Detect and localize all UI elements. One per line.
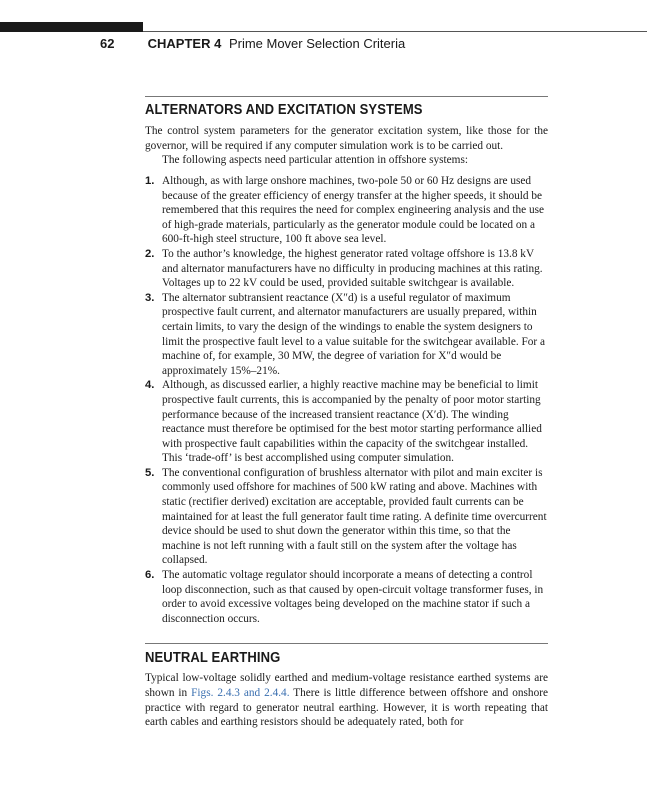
chapter-title: Prime Mover Selection Criteria — [228, 36, 406, 51]
list-item — [145, 174, 548, 247]
figure-reference-link[interactable]: Figs. 2.4.3 and 2.4.4. — [191, 686, 290, 699]
list-item — [145, 291, 548, 379]
earthing-paragraph — [145, 671, 548, 730]
item-number: 6. — [145, 569, 155, 582]
list-item — [145, 247, 548, 291]
section-heading-neutral-earthing: NEUTRAL EARTHING — [145, 650, 281, 666]
item-text: The conventional configuration of brushless alternator with pilot and main exciter is commonly used offshore for machines of 500 kW rating and above. Machines with static (rectifier derived) excitation are acceptable, provided fault currents can be maintained for at least the full generator fault time rating. A definite time overcurrent device should be used to shut down the generator within this time, so that the machine is not left running with a fault still on the system after the voltage has collapsed. — [162, 466, 547, 567]
section-rule-2 — [145, 643, 548, 644]
lead-paragraph: The following aspects need particular attention in offshore systems: — [162, 154, 468, 166]
section-rule-1 — [145, 96, 548, 97]
item-number: 2. — [145, 247, 155, 260]
header-rule — [143, 31, 647, 32]
item-text: Although, as discussed earlier, a highly reactive machine may be beneficial to limit prospective fault currents, this is accompanied by the penalty of poor motor starting performance because of the increased transient reactance (X′d). The winding reactance must therefore be optimised for the best motor starting performance allied with prospective fault capabilities within the capacity of the switchgear installed. This ‘trade-off’ is best accomplished using computer simulation. — [162, 379, 542, 465]
chapter-label: CHAPTER 4 — [147, 36, 222, 51]
list-item — [145, 568, 548, 626]
item-number: 3. — [145, 291, 155, 304]
item-number: 1. — [145, 175, 155, 187]
item-text: To the author’s knowledge, the highest generator rated voltage offshore is 13.8 kV and alternator manufacturers have no difficulty in producing machines at this rating. Voltages up to 22 kV could be used, provided suitable switchgear is available. — [162, 247, 543, 290]
aspects-list — [145, 174, 548, 626]
list-item — [145, 378, 548, 466]
item-text: The alternator subtransient reactance (X″d) is a useful regulator of maximum prospective fault current, and alternator manufacturers are usually prepared, within certain limits, to vary the design of the windings to enable the system designers to limit the prospective fault level to a value suitable for the switchgear available. For a machine of, for example, 30 MW, the degree of variation for X″d would be approximately 15%–21%. — [162, 291, 546, 377]
running-header — [100, 36, 405, 51]
page-number: 62 — [100, 36, 115, 51]
header-bar — [0, 22, 143, 32]
intro-paragraph: The control system parameters for the generator excitation system, like those for the governor, will be required if any computer simulation work is to be carried out. — [145, 125, 548, 152]
item-number: 5. — [145, 466, 155, 479]
item-text: Although, as with large onshore machines, two-pole 50 or 60 Hz designs are used because of the greater efficiency of energy transfer at the higher speeds, it should be remembered that this requires the need for complex engineering analysis and the use of high-grade materials, particularly as the generator module could be located on a 600-ft-high steel structure, 100 ft above sea level. — [162, 175, 545, 246]
section-heading-alternators: ALTERNATORS AND EXCITATION SYSTEMS — [145, 102, 423, 118]
item-number: 4. — [145, 379, 155, 392]
earthing-text-start: Typical low-voltage solidly earthed and medium-voltage resistance earthed systems are shown in — [145, 672, 548, 699]
earthing-text-end: There is little difference between offshore and onshore practice with regard to generator neutral earthing. However, it is worth repeating that earth cables and earthing resistors should be adequately rated, both for — [145, 686, 549, 729]
list-item — [145, 466, 548, 568]
item-text: The automatic voltage regulator should incorporate a means of detecting a control loop disconnection, such as that caused by open-circuit voltage transformer fuses, in order to avoid excessive voltages being developed on the machine stator if such a disconnection occurs. — [162, 569, 544, 625]
